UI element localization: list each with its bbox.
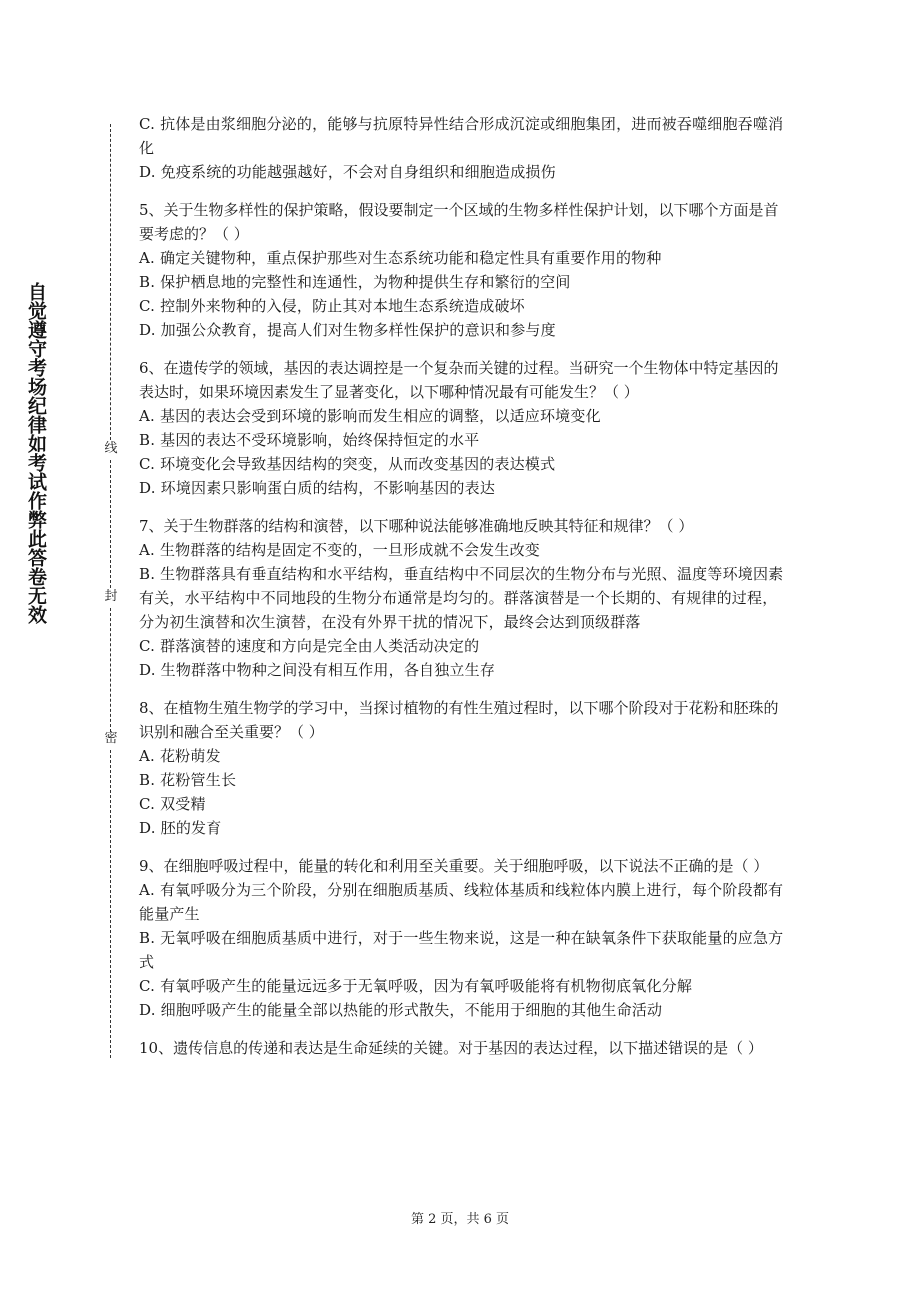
option-8c: C. 双受精 [139,795,206,813]
binding-mark-xian: 线 [102,442,120,456]
option-8a: A. 花粉萌发 [139,747,221,765]
option-6d: D. 环境因素只影响蛋白质的结构，不影响基因的表达 [139,479,496,497]
option-8b: B. 花粉管生长 [139,771,237,789]
option-9c: C. 有氧呼吸产生的能量远远多于无氧呼吸，因为有氧呼吸能将有机物彻底氧化分解 [139,977,693,995]
question-5-stem: 5、关于生物多样性的保护策略，假设要制定一个区域的生物多样性保护计划，以下哪个方面是首要考虑的？（ ） [139,201,779,243]
question-9 [139,854,787,1022]
option-5b: B. 保护栖息地的完整性和连通性，为物种提供生存和繁衍的空间 [139,273,571,291]
option-7b: B. 生物群落具有垂直结构和水平结构，垂直结构中不同层次的生物分布与光照、温度等环境因素有关，水平结构中不同地段的生物分布通常是均匀的。群落演替是一个长期的、有规律的过程，分为初生演替和次生演替，在没有外界干扰的情况下，最终会达到顶级群落 [139,565,784,631]
binding-dash-lower-mid [110,608,111,732]
question-6 [139,356,787,500]
question-6-stem: 6、在遗传学的领域，基因的表达调控是一个复杂而关键的过程。当研究一个生物体中特定基因的表达时，如果环境因素发生了显著变化，以下哪种情况最有可能发生？（ ） [139,359,779,401]
question-8 [139,696,787,840]
question-list [139,112,787,1074]
option-6a: A. 基因的表达会受到环境的影响而发生相应的调整，以适应环境变化 [139,407,601,425]
option-4c: C. 抗体是由浆细胞分泌的，能够与抗原特异性结合形成沉淀或细胞集团，进而被吞噬细胞吞噬消化 [139,115,784,157]
question-10-stem: 10、遗传信息的传递和表达是生命延续的关键。对于基因的表达过程，以下描述错误的是（ ） [139,1039,763,1057]
binding-dash-top [110,124,111,440]
option-9a: A. 有氧呼吸分为三个阶段，分别在细胞质基质、线粒体基质和线粒体内膜上进行，每个阶段都有能量产生 [139,881,784,923]
question-9-stem: 9、在细胞呼吸过程中，能量的转化和利用至关重要。关于细胞呼吸，以下说法不正确的是（ ） [139,857,769,875]
question-7 [139,514,787,682]
option-5c: C. 控制外来物种的入侵，防止其对本地生态系统造成破坏 [139,297,525,315]
option-9d: D. 细胞呼吸产生的能量全部以热能的形式散失，不能用于细胞的其他生命活动 [139,1001,663,1019]
question-10 [139,1036,787,1060]
page-footer: 第 2 页，共 6 页 [410,1212,510,1227]
binding-mark-mi: 密 [102,732,120,746]
option-7c: C. 群落演替的速度和方向是完全由人类活动决定的 [139,637,480,655]
option-5d: D. 加强公众教育，提高人们对生物多样性保护的意识和参与度 [139,321,556,339]
option-7a: A. 生物群落的结构是固定不变的，一旦形成就不会发生改变 [139,541,540,559]
option-6c: C. 环境变化会导致基因结构的突变，从而改变基因的表达模式 [139,455,556,473]
question-8-stem: 8、在植物生殖生物学的学习中，当探讨植物的有性生殖过程时，以下哪个阶段对于花粉和胚珠的识别和融合至关重要？（ ） [139,699,779,741]
question-7-stem: 7、关于生物群落的结构和演替，以下哪种说法能够准确地反映其特征和规律？（ ） [139,517,694,535]
binding-line [104,124,118,1058]
exam-discipline-notice: 自觉遵守考场纪律如考试作弊此答卷无效 [25,282,47,624]
binding-dash-bottom [110,750,111,1058]
question-4-continued [139,112,787,184]
option-9b: B. 无氧呼吸在细胞质基质中进行，对于一些生物来说，这是一种在缺氧条件下获取能量的应急方式 [139,929,784,971]
option-7d: D. 生物群落中物种之间没有相互作用，各自独立生存 [139,661,496,679]
option-8d: D. 胚的发育 [139,819,222,837]
option-6b: B. 基因的表达不受环境影响，始终保持恒定的水平 [139,431,480,449]
binding-mark-feng: 封 [102,590,120,604]
question-5 [139,198,787,342]
binding-dash-upper-mid [110,460,111,588]
option-4d: D. 免疫系统的功能越强越好，不会对自身组织和细胞造成损伤 [139,163,556,181]
option-5a: A. 确定关键物种，重点保护那些对生态系统功能和稳定性具有重要作用的物种 [139,249,662,267]
